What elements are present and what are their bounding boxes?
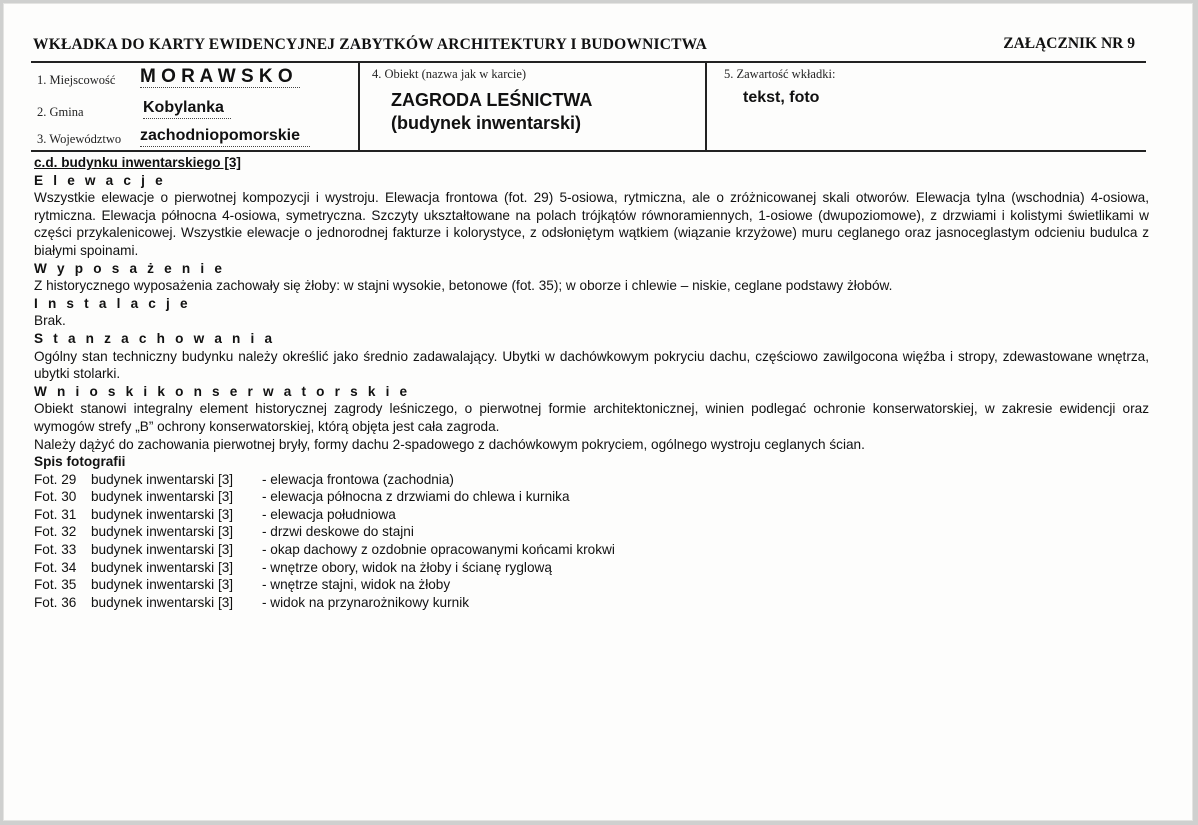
commune-dotted-line — [143, 118, 231, 119]
document-card — [3, 3, 1193, 821]
photo-object: budynek inwentarski [3] — [91, 471, 234, 487]
photo-object: budynek inwentarski [3] — [91, 577, 234, 593]
photo-list-item — [34, 488, 1149, 506]
instalacje-heading: I n s t a l a c j e — [34, 295, 191, 311]
locality-label: 1. Miejscowość — [37, 73, 116, 87]
contents-value: tekst, foto — [743, 89, 820, 106]
photo-list-item — [34, 471, 1149, 489]
annex-number: ZAŁĄCZNIK NR 9 — [1003, 35, 1135, 52]
voivodeship-value: zachodniopomorskie — [140, 127, 301, 144]
photo-number: Fot. 30 — [34, 489, 77, 505]
photo-number: Fot. 29 — [34, 471, 77, 487]
continuation-heading: c.d. budynku inwentarskiego [3] — [34, 155, 241, 170]
wyposazenie-heading: W y p o s a ż e n i e — [34, 260, 226, 276]
photo-number: Fot. 31 — [34, 506, 77, 522]
elewacje-heading: E l e w a c j e — [34, 172, 166, 188]
photo-list-item — [34, 559, 1149, 577]
wnioski-text-2: Należy dążyć do zachowania pierwotnej bryły, formy dachu 2-spadowego z dachówkowym pokryciem, ogólnego wystroju ceglanych ścian. — [34, 436, 865, 452]
wyposazenie-text: Z historycznego wyposażenia zachowały się żłoby: w stajni wysokie, betonowe (fot. 35); w oborze i chlewie – niskie, ceglane podstawy żłobów. — [34, 278, 893, 294]
column-divider-2 — [705, 63, 707, 150]
photo-description: - elewacja północna z drzwiami do chlewa i kurnika — [262, 489, 570, 505]
photo-description: - drzwi deskowe do stajni — [262, 524, 414, 540]
photo-number: Fot. 32 — [34, 524, 77, 540]
photo-object: budynek inwentarski [3] — [91, 506, 234, 522]
stan-zachowania-heading: S t a n z a c h o w a n i a — [34, 330, 276, 346]
photo-list-item — [34, 523, 1149, 541]
photo-object: budynek inwentarski [3] — [91, 489, 234, 505]
object-label: 4. Obiekt (nazwa jak w karcie) — [372, 67, 527, 81]
column-divider-1 — [358, 63, 360, 150]
photo-list — [34, 471, 1149, 612]
document-title: WKŁADKA DO KARTY EWIDENCYJNEJ ZABYTKÓW ARCHITEKTURY I BUDOWNICTWA — [33, 36, 708, 53]
voivodeship-label: 3. Województwo — [37, 132, 122, 146]
photo-number: Fot. 36 — [34, 594, 77, 610]
locality-dotted-line — [140, 87, 300, 88]
header-rule — [31, 61, 1146, 63]
photo-number: Fot. 35 — [34, 577, 77, 593]
photo-list-item — [34, 576, 1149, 594]
fields-bottom-rule — [31, 150, 1146, 152]
photo-list-item — [34, 506, 1149, 524]
photo-number: Fot. 33 — [34, 542, 77, 558]
photo-description: - elewacja południowa — [262, 506, 396, 522]
object-name: ZAGRODA LEŚNICTWA — [391, 90, 593, 110]
stan-zachowania-text: Ogólny stan techniczny budynku należy określić jako średnio zadawalający. Ubytki w dachówkowym pokryciu dachu, częściowo zawilgocona więźba i stropy, zdewastowane wnętrza, ubytki stolarki. — [34, 348, 1149, 382]
photo-object: budynek inwentarski [3] — [91, 559, 234, 575]
photo-object: budynek inwentarski [3] — [91, 542, 234, 558]
instalacje-text: Brak. — [34, 313, 66, 329]
photo-object: budynek inwentarski [3] — [91, 594, 234, 610]
photo-description: - wnętrze stajni, widok na żłoby — [262, 577, 451, 593]
photo-object: budynek inwentarski [3] — [91, 524, 234, 540]
commune-value: Kobylanka — [143, 99, 224, 116]
photo-description: - elewacja frontowa (zachodnia) — [262, 471, 454, 487]
photo-list-item — [34, 541, 1149, 559]
elewacje-text: Wszystkie elewacje o pierwotnej kompozycji i wystroju. Elewacja frontowa (fot. 29) 5-osiowa, rytmiczna, ale o zróżnicowanej skali otworów. Elewacja tylna (wschodnia) 4-osiowa, rytmiczna. Elewacja północna 4-osiowa, symetryczna. Szczyty ukształtowane na polach trójkątów równoramiennych, 1-osiowe (dwupoziomowe), z drzwiami i kolistymi świetlikami w części przykalenicowej. Wszystkie elewacje o jednorodnej fakturze i kolorystyce, z odsłoniętym wątkiem (wiązanie krzyżowe) muru ceglanego oraz jasnoceglastym odcieniu budulca z białymi spoinami. — [34, 190, 1149, 258]
photo-description: - okap dachowy z ozdobnie opracowanymi końcami krokwi — [262, 542, 615, 558]
object-subtitle: (budynek inwentarski) — [391, 113, 582, 133]
wnioski-text-1: Obiekt stanowi integralny element historycznej zagrody leśniczego, o pierwotnej formie architektonicznej, winien podlegać ochronie konserwatorskiej, w zakresie ewidencji oraz wymogów strefy „B” ochrony konserwatorskiej, którą objęta jest cała zagroda. — [34, 401, 1149, 434]
photo-description: - widok na przynarożnikowy kurnik — [262, 594, 470, 610]
photo-description: - wnętrze obory, widok na żłoby i ścianę ryglową — [262, 559, 552, 575]
photo-list-item — [34, 594, 1149, 612]
photo-number: Fot. 34 — [34, 559, 77, 575]
wnioski-heading: W n i o s k i k o n s e r w a t o r s k i e — [34, 383, 411, 399]
commune-label: 2. Gmina — [37, 105, 84, 119]
locality-value: M O R A W S K O — [140, 66, 293, 87]
photo-list-heading: Spis fotografii — [34, 454, 126, 470]
contents-label: 5. Zawartość wkładki: — [724, 67, 836, 81]
document-body — [34, 154, 1149, 611]
voivodeship-dotted-line — [140, 146, 310, 147]
